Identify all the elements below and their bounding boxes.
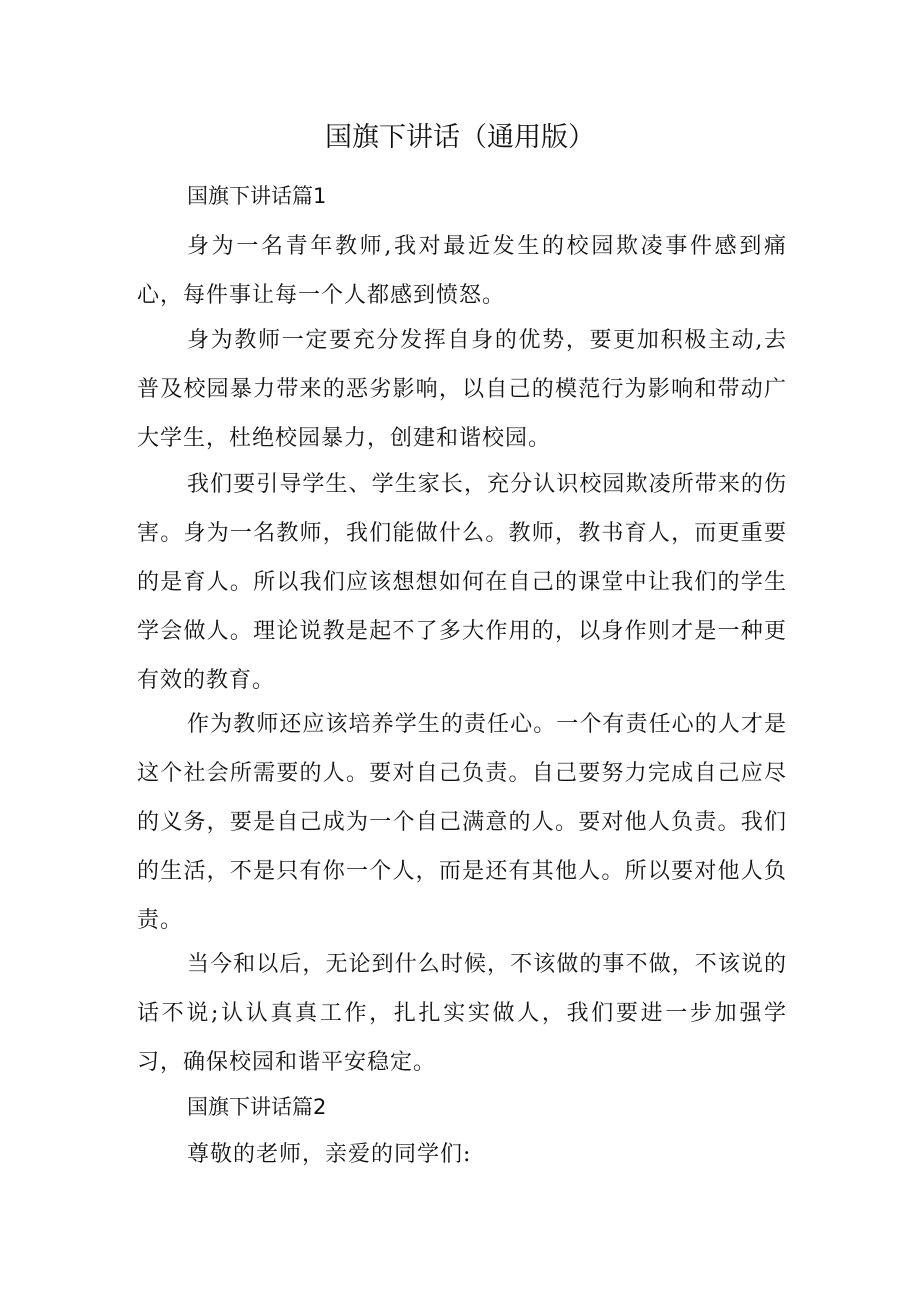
section-heading-1: 国旗下讲话篇1 — [187, 184, 327, 208]
paragraph: 当今和以后，无论到什么时候，不该做的事不做，不该说的话不说;认认真真工作，扎扎实实做人，我们要进一步加强学习，确保校园和谐平安稳定。 — [137, 952, 787, 1075]
paragraph: 身为一名青年教师,我对最近发生的校园欺凌事件感到痛心，每件事让每一个人都感到愤怒。 — [137, 234, 787, 308]
paragraph: 我们要引导学生、学生家长，充分认识校园欺凌所带来的伤害。身为一名教师，我们能做什么。教师，教书育人，而更重要的是育人。所以我们应该想想如何在自己的课堂中让我们的学生学会做人。理论说教是起不了多大作用的，以身作则才是一种更有效的教育。 — [137, 472, 787, 693]
section-heading-2: 国旗下讲话篇2 — [187, 1095, 327, 1119]
paragraph: 尊敬的老师，亲爱的同学们: — [187, 1142, 472, 1167]
paragraph: 身为教师一定要充分发挥自身的优势，要更加积极主动,去普及校园暴力带来的恶劣影响，以自己的模范行为影响和带动广大学生，杜绝校园暴力，创建和谐校园。 — [137, 328, 787, 451]
document-title: 国旗下讲话（通用版） — [325, 122, 595, 153]
paragraph: 作为教师还应该培养学生的责任心。一个有责任心的人才是这个社会所需要的人。要对自己负责。自己要努力完成自己应尽的义务，要是自己成为一个自己满意的人。要对他人负责。我们的生活，不是只有你一个人，而是还有其他人。所以要对他人负责。 — [137, 712, 787, 933]
